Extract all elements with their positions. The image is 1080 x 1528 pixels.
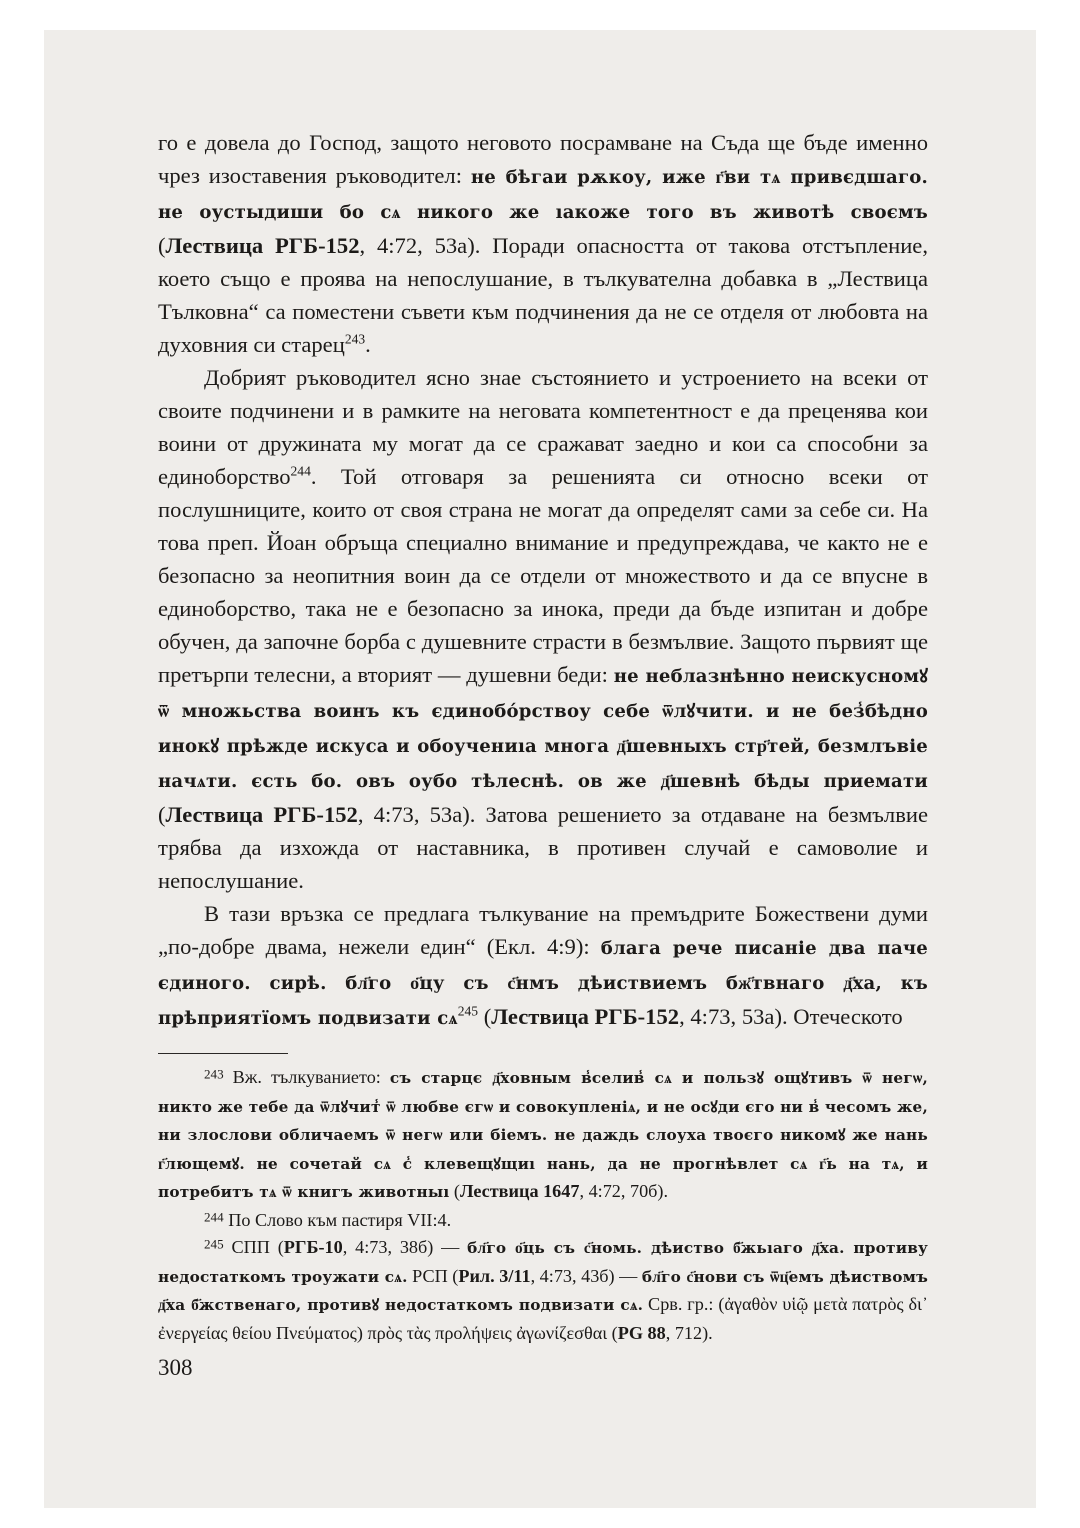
footnote-text: , 712). bbox=[665, 1322, 713, 1343]
paragraph-text: го е довела до Господ, защото неговото посрамване на Съда ще бъде именно чрез изоставения ръководител: bbox=[158, 130, 928, 188]
text-block bbox=[158, 126, 928, 1347]
footnote-ref-243[interactable]: 243 bbox=[344, 331, 366, 347]
paragraph-text: . Той отговаря за решенията си относно всеки от послушниците, които от своя страна не могат да определят сами за себе си. На това преп. Йоан обръща специално внимание и предупреждава, че както не е безопасно за неопитния воин да се отдели от множеството и да се впусне в единоборство, така не е безопасно за инока, преди да бъде изпитан и добре обучен, да започне борба с душевните страсти в безмълвие. Защото първият ще претърпи телесни, а вторият — душевни беди: bbox=[158, 464, 928, 687]
book-page bbox=[44, 30, 1036, 1508]
footnote-245 bbox=[158, 1234, 928, 1347]
church-slavonic-quote: бл҃го с҃нови съ ѿц҃емъ дѣиствомъ д҃ха б҃жственаго, противꙋ недостаткомъ подвизати сѧ. bbox=[158, 1267, 928, 1314]
paragraph-1: го е довела до Господ, защото неговото посрамване на Съда ще бъде именно чрез изоставения ръководител: не бѣгаи рѫкоу, иже г҃ви тѧ привєдшаго. не оустыдиши бо сѧ никого же ıакоже того въ животѣ своємъ (Лествица РГБ-152, 4:72, 53а). Поради опасността от такова отстъпление, което също е проява на непослушание, в тълкувателна добавка в „Лествица Тълковна“ са поместени съвети към подчинения да не се отделя от любовта на духовния си старец$^{243}$. bbox=[158, 130, 929, 357]
citation-source: Лествица 1647 bbox=[459, 1181, 580, 1201]
main-text bbox=[158, 126, 928, 1035]
church-slavonic-quote: не неблазнѣнно неискусномꙋ ѿ множьства воинъ къ єдинобо́рствоу себе ѿлꙋчити. и не без̾бѣдно инокꙋ прѣжде искуса и обоучениıа многа д҃шевныхъ стр҃тей, безмлъвіе начѧти. єсть бо. овъ оубо тѣлеснѣ. ов же д҃шевнѣ бѣды приемати bbox=[158, 666, 928, 792]
footnotes bbox=[158, 1064, 928, 1347]
footnote-244 bbox=[158, 1207, 928, 1235]
footnote-text: , 4:73, 43б) — bbox=[530, 1265, 642, 1286]
footnote-text: , 4:73, 38б) — bbox=[342, 1237, 468, 1257]
citation-source: Рил. 3/11 bbox=[458, 1265, 531, 1286]
footnote-text: Вж. тълкуванието: bbox=[232, 1067, 390, 1087]
footnote-text: Срв. гр.: (ἀγαθὸν υἱῷ μετὰ πατρὸς δι᾽ ἐνεργείας θείου Πνεύματος) πρὸς τὰς προλήψεις ἀγωνίζεσθαι ( bbox=[158, 1294, 929, 1343]
paragraph-text: , 4:73, 53а). Отеческото bbox=[679, 1004, 903, 1029]
footnote-ref-245[interactable]: 245 bbox=[457, 1003, 479, 1019]
paragraph-text: , 4:72, 53а). Поради опасността от такова отстъпление, което също е проява на непослушание, в тълкувателна добавка в „Лествица Тълковна“ са поместени съвети към подчинения да не се отделя от любовта на духовния си старец bbox=[158, 233, 928, 357]
citation-source: Лествица РГБ-152 bbox=[491, 1004, 680, 1029]
footnote-number: 244 bbox=[204, 1208, 224, 1224]
paragraph-text: В тази връзка се предлага тълкувание на премъдрите Божествени думи „по-добре двама, нежели един“ (Екл. 4:9): bbox=[158, 901, 928, 959]
footnote-text: РСП ( bbox=[407, 1265, 459, 1286]
citation-source: PG 88 bbox=[617, 1322, 666, 1343]
church-slavonic-quote: съ старцє д҃ховным в̾селив̾ сѧ и пользꙋ ощꙋтивъ ѿ негѡ, никто же тебе да ѿлꙋчит̾ ѿ любве єгѡ и совокупленіѧ, и не осꙋди єго ни в̾ чесомъ же, ни злослови обличаемъ ѿ негѡ или біемъ. не даждь слоуха твоєго никомꙋ же нань г҃лющемꙋ. не сочетай сѧ с̾ клевещꙋщиı нань, да не прогнѣвлет сѧ г҃ь на тѧ, и потребитъ тѧ ѿ книгъ животныı bbox=[158, 1069, 928, 1201]
footnote-divider bbox=[158, 1053, 288, 1054]
citation-source: РГБ-10 bbox=[283, 1237, 343, 1257]
footnote-ref-244[interactable]: 244 bbox=[290, 463, 311, 479]
church-slavonic-quote: бл҃го о҃ць съ с҃номь. дѣиство б҃жьıаго д҃ха. противу недостаткомъ троужати сѧ. bbox=[158, 1239, 929, 1286]
paragraph-text: , 4:73, 53а). Затова решението за отдаване на безмълвие трябва да изхожда от наставника, в противен случай е самоволие и непослушание. bbox=[158, 802, 928, 893]
page-number: 308 bbox=[158, 1355, 193, 1380]
footnote-number: 243 bbox=[204, 1066, 224, 1082]
paragraph-3: В тази връзка се предлага тълкувание на премъдрите Божествени думи „по-добре двама, нежели един“ (Екл. 4:9): блага рече писаніе два паче єдиного. сирѣ. бл҃го о҃цу съ с҃нмъ дѣиствиемъ бж҃твнаго д҃ха, къ прѣприятïомъ подвизати $сѧ^{245}$ (Лествица РГБ-152, 4:73, 53а). Отеческото bbox=[158, 901, 928, 1029]
church-slavonic-quote: блага рече писаніе два паче єдиного. сирѣ. бл҃го о҃цу съ с҃нмъ дѣиствиемъ бж҃твнаго д҃ха, къ прѣприятïомъ подвизати сѧ bbox=[158, 938, 928, 1029]
footnote-text: , 4:72, 70б). bbox=[579, 1181, 669, 1201]
footnote-243: $^{243}$ Вж. тълкуванието: съ старцє д҃ховным в̾селив̾ сѧ и пользꙋ ощꙋтивъ ѿ негѡ, никто же тебе да ѿлꙋчит̾ ѿ любве єгѡ и совокупленіѧ, и не осꙋди єго ни в̾ чесомъ же, ни злослови обличаемъ ѿ негѡ или біемъ. не даждь слоуха твоєго никомꙋ же нань г҃лющемꙋ. не сочетай сѧ с̾ клевещꙋщиı нань, да не прогнѣвлет сѧ г҃ь на тѧ, и потребитъ тѧ ѿ книгъ животныı (Лествица 1647, 4:72, 70б). bbox=[158, 1066, 928, 1201]
citation-source: Лествица РГБ-152 bbox=[165, 802, 358, 827]
citation-source: Лествица РГБ-152 bbox=[165, 233, 360, 258]
paragraph-2: Добрият ръководител ясно знае състоянието и устроението на всеки от своите подчинени и в рамките на неговата компетентност е да преценява кои воини от дружината му могат да се сражават заедно и кои са способни за единоборство$^{244}$. Той отговаря за решенията си относно всеки от послушниците, които от своя страна не могат да определят сами за себе си. На това преп. Йоан обръща специално внимание и предупреждава, че както не е безопасно за неопитния воин да се отдели от множеството и да се впусне в единоборство, така не е безопасно за инока, преди да бъде изпитан и добре обучен, да започне борба с душевните страсти в безмълвие. Защото първият ще претърпи телесни, а вторият — душевни беди: не неблазнѣнно неискусномꙋ ѿ множьства воинъ къ єдинобо́рствоу себе ѿлꙋчити. и не без̾бѣдно инокꙋ прѣжде искуса и обоучениıа многа д҃шевныхъ стр҃тей, безмлъвіе начѧти. єсть бо. овъ оубо тѣлеснѣ. ов же д҃шевнѣ бѣды приемати (Лествица РГБ-152, 4:73, 53а). Затова решението за отдаване на безмълвие трябва да изхожда от наставника, в противен случай е самоволие и непослушание. bbox=[158, 365, 928, 893]
footnote-text: СПП ( bbox=[231, 1237, 284, 1257]
paragraph-text: Добрият ръководител ясно знае състоянието и устроението на всеки от своите подчинени и в рамките на неговата компетентност е да преценява кои воини от дружината му могат да се сражават заедно и кои са способни за единоборство bbox=[158, 365, 928, 489]
footnote-number: 245 bbox=[204, 1236, 224, 1252]
church-slavonic-quote: не бѣгаи рѫкоу, иже г҃ви тѧ привєдшаго. не оустыдиши бо сѧ никого же ıакоже того въ животѣ своємъ bbox=[158, 167, 929, 223]
footnote-text: По Слово към пастиря VII:4. bbox=[228, 1209, 452, 1230]
